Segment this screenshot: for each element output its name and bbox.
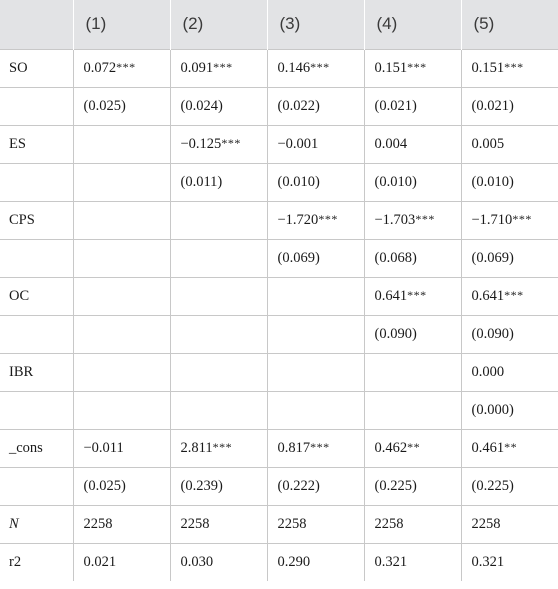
- table-cell: 0.641***: [364, 277, 461, 315]
- table-header: [0, 0, 558, 49]
- table-cell: 0.290: [267, 543, 364, 581]
- row-label: [0, 315, 73, 353]
- table-cell: 2258: [267, 505, 364, 543]
- table-cell: 0.321: [364, 543, 461, 581]
- table-cell: [170, 239, 267, 277]
- row-label: [0, 87, 73, 125]
- table-cell: [170, 201, 267, 239]
- table-body: [0, 49, 558, 581]
- table-cell: [73, 125, 170, 163]
- table-cell: [73, 391, 170, 429]
- table-cell: −1.710***: [461, 201, 558, 239]
- table-cell: 2.811***: [170, 429, 267, 467]
- table-cell: 0.072***: [73, 49, 170, 87]
- table-row: [0, 201, 558, 239]
- table-cell: (0.090): [364, 315, 461, 353]
- header-row: [0, 0, 558, 49]
- row-label: r2: [0, 543, 73, 581]
- table-cell: [73, 163, 170, 201]
- table-cell: [267, 277, 364, 315]
- header-cell-model-3: (3): [267, 0, 364, 49]
- header-cell-model-5: (5): [461, 0, 558, 49]
- table-row: [0, 125, 558, 163]
- table-cell: 0.641***: [461, 277, 558, 315]
- table-row: [0, 87, 558, 125]
- table-cell: (0.022): [267, 87, 364, 125]
- table-row: [0, 277, 558, 315]
- table-cell: (0.222): [267, 467, 364, 505]
- table-cell: (0.021): [461, 87, 558, 125]
- table-cell: 0.004: [364, 125, 461, 163]
- table-row: [0, 543, 558, 581]
- table-cell: 0.817***: [267, 429, 364, 467]
- table-cell: 0.000: [461, 353, 558, 391]
- table-row: [0, 353, 558, 391]
- row-label: [0, 163, 73, 201]
- table-cell: (0.024): [170, 87, 267, 125]
- table-cell: −0.011: [73, 429, 170, 467]
- row-label: [0, 467, 73, 505]
- table-row: [0, 315, 558, 353]
- table-cell: [364, 353, 461, 391]
- table-cell: 0.030: [170, 543, 267, 581]
- table-cell: (0.225): [364, 467, 461, 505]
- header-cell-model-4: (4): [364, 0, 461, 49]
- row-label: _cons: [0, 429, 73, 467]
- table-cell: [73, 277, 170, 315]
- table-cell: (0.021): [364, 87, 461, 125]
- table-cell: −0.001: [267, 125, 364, 163]
- table-cell: −1.703***: [364, 201, 461, 239]
- table-cell: (0.225): [461, 467, 558, 505]
- table-cell: 0.321: [461, 543, 558, 581]
- row-label: [0, 391, 73, 429]
- table-cell: [170, 353, 267, 391]
- table-cell: (0.068): [364, 239, 461, 277]
- header-cell-stub: [0, 0, 73, 49]
- table-cell: 0.462**: [364, 429, 461, 467]
- table-cell: (0.239): [170, 467, 267, 505]
- table-row: [0, 467, 558, 505]
- table-cell: (0.069): [461, 239, 558, 277]
- header-cell-model-1: (1): [73, 0, 170, 49]
- table-cell: (0.010): [364, 163, 461, 201]
- row-label: OC: [0, 277, 73, 315]
- table-cell: [170, 315, 267, 353]
- table-cell: −0.125***: [170, 125, 267, 163]
- table-cell: [170, 391, 267, 429]
- table-cell: 0.151***: [364, 49, 461, 87]
- table-cell: 0.146***: [267, 49, 364, 87]
- table-cell: (0.025): [73, 87, 170, 125]
- table-cell: 0.091***: [170, 49, 267, 87]
- table-cell: [267, 353, 364, 391]
- table-cell: [267, 391, 364, 429]
- table-cell: (0.090): [461, 315, 558, 353]
- table-cell: 2258: [73, 505, 170, 543]
- table-row: [0, 505, 558, 543]
- row-label: CPS: [0, 201, 73, 239]
- table-cell: (0.010): [267, 163, 364, 201]
- table-cell: (0.011): [170, 163, 267, 201]
- table-row: [0, 429, 558, 467]
- table-cell: [73, 353, 170, 391]
- table-cell: 2258: [170, 505, 267, 543]
- row-label: N: [0, 505, 73, 543]
- table-cell: [73, 315, 170, 353]
- row-label: [0, 239, 73, 277]
- table-row: [0, 239, 558, 277]
- table-cell: −1.720***: [267, 201, 364, 239]
- table-cell: [170, 277, 267, 315]
- table-cell: [73, 239, 170, 277]
- table-cell: [364, 391, 461, 429]
- header-cell-model-2: (2): [170, 0, 267, 49]
- table-cell: 0.005: [461, 125, 558, 163]
- table-cell: (0.000): [461, 391, 558, 429]
- table-cell: (0.069): [267, 239, 364, 277]
- table-cell: [267, 315, 364, 353]
- row-label: ES: [0, 125, 73, 163]
- table-cell: 0.461**: [461, 429, 558, 467]
- table-row: [0, 163, 558, 201]
- table-cell: [73, 201, 170, 239]
- row-label: SO: [0, 49, 73, 87]
- table-cell: 2258: [364, 505, 461, 543]
- table-cell: (0.010): [461, 163, 558, 201]
- table-row: [0, 49, 558, 87]
- table-cell: (0.025): [73, 467, 170, 505]
- table-cell: 0.021: [73, 543, 170, 581]
- table-row: [0, 391, 558, 429]
- table-cell: 2258: [461, 505, 558, 543]
- table-cell: 0.151***: [461, 49, 558, 87]
- row-label: IBR: [0, 353, 73, 391]
